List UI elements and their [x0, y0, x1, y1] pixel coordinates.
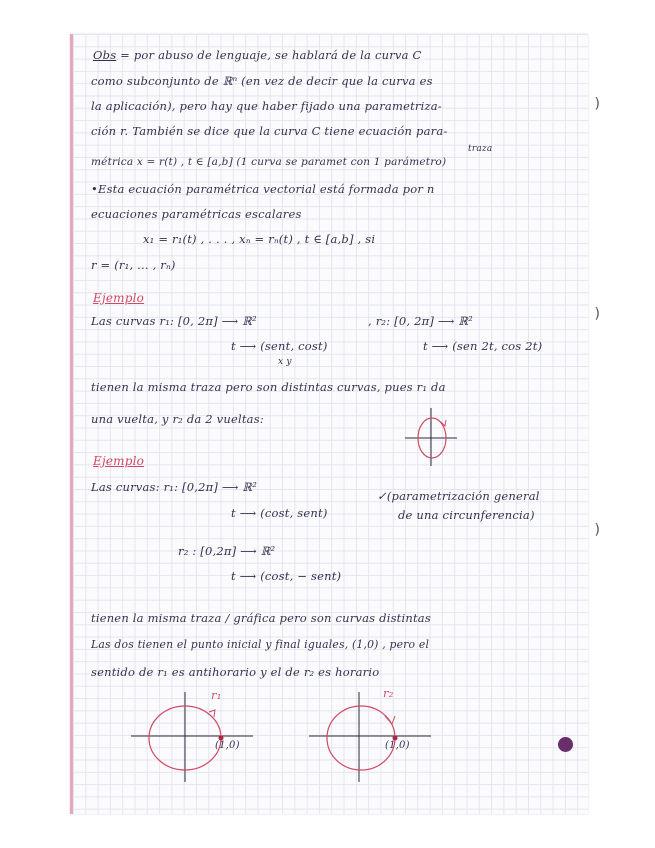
ex2-line-2: t ⟶ (cost, sent)	[231, 506, 328, 520]
binder-hole-mark-1: )	[594, 96, 600, 112]
note-text: por abuso de lenguaje, se hablará de la curva C	[133, 48, 422, 62]
ex2-note-2: de una circunferencia)	[398, 508, 535, 522]
note-line-5: métrica x = r(t) , t ∈ [a,b] (1 curva se paramet con 1 parámetro)	[91, 156, 447, 168]
label-r2: r₂	[383, 686, 394, 700]
ex1-line-3: tienen la misma traza pero son distintas curvas, pues r₁ da	[91, 380, 446, 394]
note-line-8: x₁ = r₁(t) , . . . , xₙ = rₙ(t) , t ∈ [a,b] , si	[143, 232, 376, 246]
note-line-4: ción r. También se dice que la curva C tiene ecuación para-	[91, 124, 448, 138]
ex1-line-4: una vuelta, y r₂ da 2 vueltas:	[91, 412, 264, 426]
example-1-title: Ejemplo	[93, 291, 145, 305]
obs-label: Obs	[93, 48, 117, 62]
ex2-line-6: Las dos tienen el punto inicial y final iguales, (1,0) , pero el	[91, 638, 430, 651]
ex2-line-7: sentido de r₁ es antihorario y el de r₂ es horario	[91, 665, 380, 679]
xy-marks: x y	[278, 357, 292, 367]
point-label-b: (1,0)	[385, 740, 410, 751]
note-line-7: ecuaciones paramétricas escalares	[91, 207, 302, 221]
note-line-1	[93, 48, 422, 62]
traza-superscript: traza	[468, 144, 493, 154]
note-line-6: •Esta ecuación paramétrica vectorial está formada por n	[91, 182, 435, 196]
label-r1: r₁	[211, 688, 222, 702]
ex2-note-1: ✓(parametrización general	[377, 489, 540, 503]
ex2-line-5: tienen la misma traza / gráfica pero son curvas distintas	[91, 611, 431, 625]
obs-separator: =	[120, 48, 130, 62]
circle-diagram-ex1	[401, 404, 461, 470]
ex2-note-1-text: (parametrización general	[386, 489, 540, 503]
circle-diagram-r2	[301, 686, 441, 786]
ex1-line-1b: , r₂: [0, 2π] ⟶ ℝ²	[368, 314, 473, 328]
ex2-line-3: r₂ : [0,2π] ⟶ ℝ²	[178, 544, 276, 558]
ex1-line-2a: t ⟶ (sent, cost)	[231, 339, 328, 353]
note-line-2: como subconjunto de ℝⁿ (en vez de decir que la curva es	[91, 74, 433, 88]
binder-hole-mark-3: )	[594, 522, 600, 538]
ex2-line-1: Las curvas: r₁: [0,2π] ⟶ ℝ²	[91, 480, 258, 494]
binder-hole	[558, 737, 573, 752]
ex2-line-4: t ⟶ (cost, − sent)	[231, 569, 342, 583]
point-label-a: (1,0)	[215, 740, 240, 751]
example-2-title: Ejemplo	[93, 454, 145, 468]
note-line-9: r = (r₁, ... , rₙ)	[91, 258, 176, 272]
circle-diagram-r1	[123, 686, 263, 786]
ex1-line-1a: Las curvas r₁: [0, 2π] ⟶ ℝ²	[91, 314, 257, 328]
ex1-line-2b: t ⟶ (sen 2t, cos 2t)	[423, 339, 543, 353]
notebook-page	[70, 34, 600, 814]
note-line-3: la aplicación), pero hay que haber fijado una parametriza-	[91, 99, 442, 113]
binder-hole-mark-2: )	[594, 306, 600, 322]
